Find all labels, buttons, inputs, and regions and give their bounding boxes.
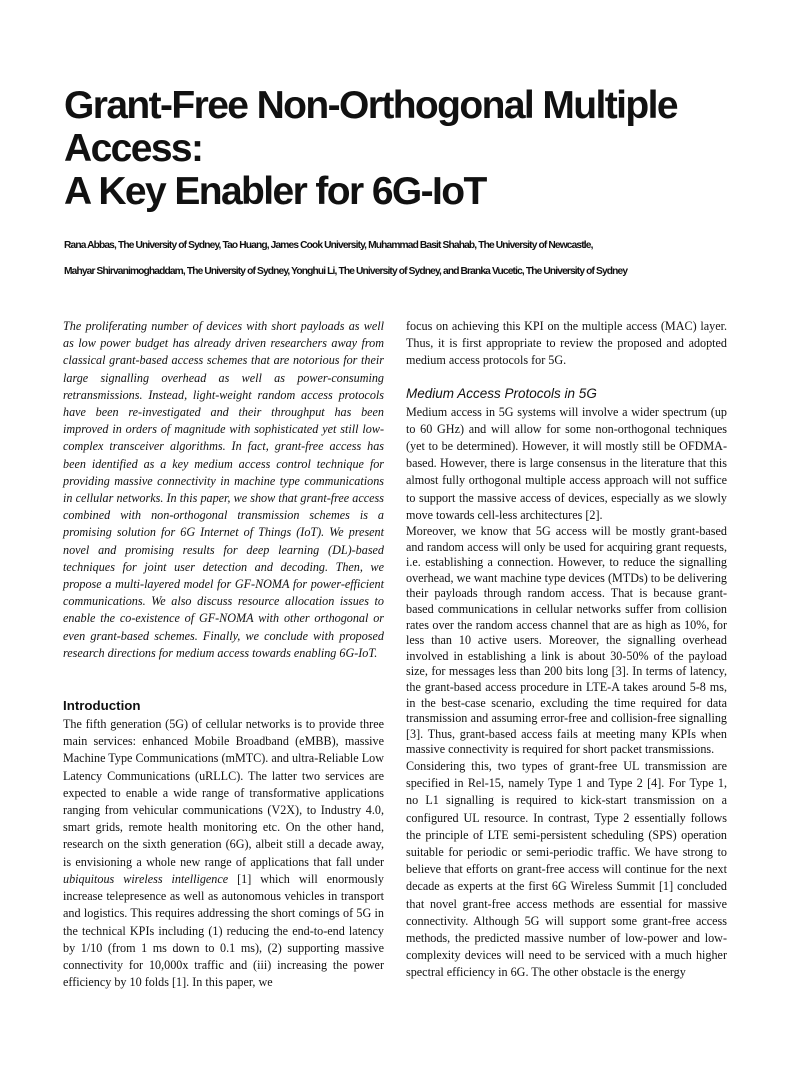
introduction-paragraph	[63, 716, 384, 991]
left-column	[63, 318, 384, 991]
author-line-1: Rana Abbas, The University of Sydney, Tao Huang, James Cook University, Muhammad Basit Shahab, The University of Newcastle,	[64, 240, 593, 251]
intro-text-part-2: [1] which will enormously increase telepresence as well as autonomous vehicles in transport and logistics. This requires addressing the short comings of 5G in the technical KPIs including (1) reducing the end-to-end latency by 1/10 (from 1 ms down to 0.1 ms), (2) supporting massive connectivity for 10,000x traffic and (iii) increasing the power efficiency by 10 folds [1]. In this paper, we	[63, 871, 384, 990]
right-column	[406, 318, 727, 982]
title-line-1: Grant-Free Non-Orthogonal Multiple	[64, 84, 677, 127]
intro-text-part-1: The fifth generation (5G) of cellular networks is to provide three main services: enhanced Mobile Broadband (eMBB), massive Machine Type Communications (mMTC). and ultra-Reliable Low Latency Communications (uRLLC). The latter two services are expected to enable a wide range of transformative applications ranging from vehicular communications (V2X), to Industry 4.0, smart grids, remote health monitoring etc. On the other hand, research on the sixth generation (6G), albeit still a decade away, is envisioning a whole new range of applications that fall under	[63, 717, 384, 869]
intro-continued-paragraph: focus on achieving this KPI on the multiple access (MAC) layer. Thus, it is first appropriate to review the proposed and adopted medium access protocols for 5G.	[406, 319, 727, 368]
author-list	[64, 233, 754, 285]
paper-title	[64, 84, 754, 213]
medium-access-paragraph-3: Considering this, two types of grant-free UL transmission are specified in Rel-15, namely Type 1 and Type 2 [4]. For Type 1, no L1 signalling is required to kick-start transmission on a configured UL resource. In contrast, Type 2 essentially follows the principle of LTE semi-persistent scheduling (SPS) operation suitable for periodic or semi-periodic traffic. We have strong to believe that efforts on grant-free access will continue for the next decade as experts at the first 6G Wireless Summit [1] concluded that novel grant-free access methods are essential for massive connectivity. Although 5G will support some grant-free access methods, the predicted massive number of low-power and low-complexity devices will need to be serviced with a much higher spectral efficiency in 6G. The other obstacle is the energy	[406, 758, 727, 980]
introduction-heading: Introduction	[63, 698, 141, 714]
title-line-3: A Key Enabler for 6G-IoT	[64, 170, 486, 213]
intro-emphasis: ubiquitous wireless intelligence	[63, 871, 229, 886]
medium-access-heading: Medium Access Protocols in 5G	[406, 385, 597, 401]
abstract-text: The proliferating number of devices with short payloads as well as low power budget has already driven researchers away from classical grant-based access schemes that are notorious for their large signalling overhead as well as power-consuming retransmissions. Instead, light-weight random access protocols have been re-investigated and their throughput has been improved in orders of magnitude with sophisticated yet still low-complex transceiver algorithms. In fact, grant-free access has been identified as a key medium access control technique for providing massive connectivity in machine type communications in cellular networks. In this paper, we show that grant-free access combined with non-orthogonal transmission schemes is a promising solution for 6G Internet of Things (IoT). We present novel and promising results for deep learning (DL)-based techniques for joint user detection and decoding. Then, we propose a multi-layered model for GF-NOMA for power-efficient communications. We also discuss resource allocation issues to enable the co-existence of GF-NOMA with other orthogonal or even grant-based schemes. Finally, we conclude with proposed research directions for medium access towards enabling 6G-IoT.	[63, 319, 384, 660]
title-line-2: Access:	[64, 127, 203, 170]
medium-access-paragraph-2: Moreover, we know that 5G access will be mostly grant-based and random access will only be used for acquiring grant requests, i.e. establishing a connection. However, to reduce the signalling overhead, we want machine type devices (MTDs) to be delivering their payloads through random access. That is because grant-based communications in cellular networks suffer from collision rates over the random access channel that are as high as 10%, for less than 10 active users. Moreover, the signalling overhead involved in establishing a link is about 30-50% of the payload size, for messages less than 200 bits long [3]. In terms of latency, the grant-based access procedure in LTE-A takes around 5-8 ms, in the best-case scenario, excluding the time required for data transmission and assuming error-free and collision-free signalling [3]. Thus, grant-based access fails at meeting many KPIs when massive connectivity is required for short packet transmissions.	[406, 524, 727, 757]
author-line-2: Mahyar Shirvanimoghaddam, The University of Sydney, Yonghui Li, The University of Sydney, and Branka Vucetic, The University of Sydney	[64, 266, 628, 277]
medium-access-paragraph-1: Medium access in 5G systems will involve a wider spectrum (up to 60 GHz) and will allow for some non-orthogonal techniques (yet to be determined). However, it will mostly still be OFDMA-based. However, there is large consensus in the literature that this almost fully orthogonal multiple access approach will not suffice to support the massive access of devices, especially as we slowly move towards cell-less architectures [2].	[406, 404, 727, 522]
